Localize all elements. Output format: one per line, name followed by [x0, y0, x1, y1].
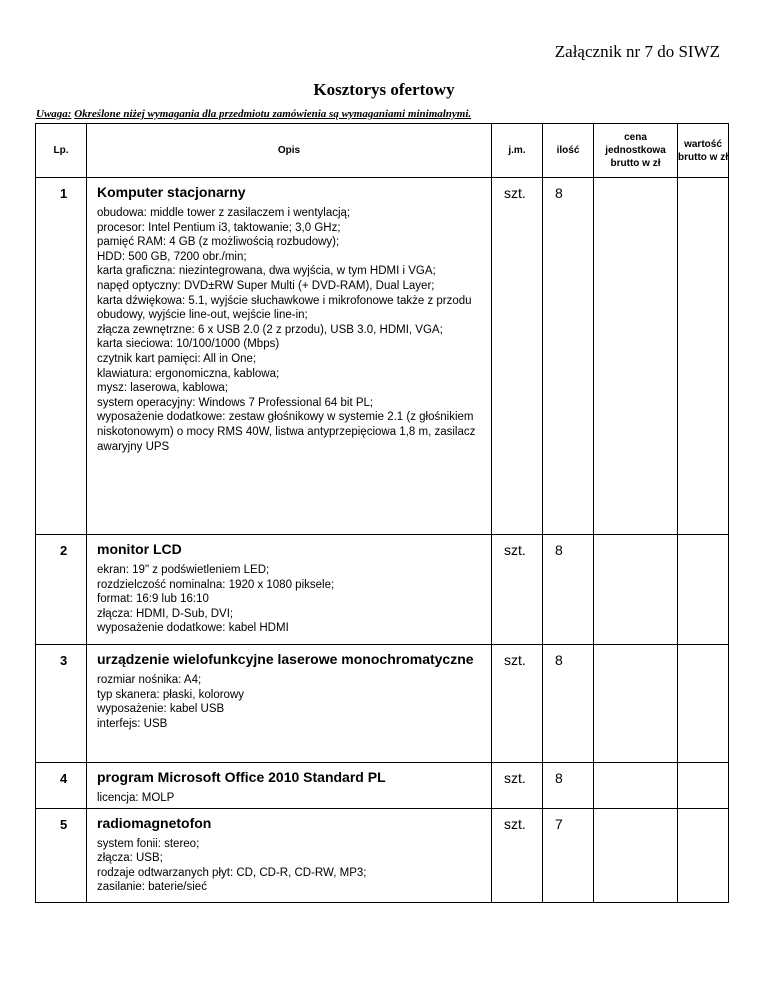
- row-quantity: 8: [543, 763, 594, 809]
- spec-line: złącza: USB;: [97, 852, 163, 865]
- row-number: 4: [36, 763, 87, 809]
- spec-line: wyposażenie dodatkowe: kabel HDMI: [97, 622, 289, 635]
- table-row: [36, 178, 729, 535]
- spec-line: złącza: HDMI, D-Sub, DVI;: [97, 607, 234, 620]
- total-value-cell[interactable]: [678, 645, 729, 763]
- row-description: [87, 178, 492, 535]
- spec-line: procesor: Intel Pentium i3, taktowanie; 3,0 GHz;: [97, 221, 341, 234]
- spec-line: mysz: laserowa, kablowa;: [97, 382, 229, 395]
- item-name: urządzenie wielofunkcyjne laserowe monochromatyczne: [97, 651, 474, 667]
- row-quantity: 8: [543, 178, 594, 535]
- header-opis: Opis: [87, 124, 492, 178]
- spec-line: obudowa: middle tower z zasilaczem i wentylacją;: [97, 207, 351, 219]
- total-value-cell[interactable]: [678, 808, 729, 902]
- unit-price-cell[interactable]: [594, 178, 678, 535]
- note-text: Określone niżej wymagania dla przedmiotu zamówienia są wymaganiami minimalnymi.: [74, 108, 472, 120]
- spec-line: karta sieciowa: 10/100/1000 (Mbps): [97, 338, 280, 351]
- requirements-note: [36, 108, 471, 120]
- row-unit: szt.: [492, 763, 543, 809]
- spec-line: złącza zewnętrzne: 6 x USB 2.0 (2 z przodu), USB 3.0, HDMI, VGA;: [97, 323, 443, 336]
- item-name: monitor LCD: [97, 541, 182, 557]
- row-description: [87, 808, 492, 902]
- table-row: [36, 645, 729, 763]
- item-name: Komputer stacjonarny: [97, 184, 246, 200]
- spec-line: pamięć RAM: 4 GB (z możliwością rozbudowy);: [97, 236, 340, 249]
- spec-line: licencja: MOLP: [97, 792, 175, 804]
- table-row: [36, 763, 729, 809]
- attachment-label: Załącznik nr 7 do SIWZ: [554, 42, 720, 61]
- total-value-cell[interactable]: [678, 535, 729, 645]
- spec-line: typ skanera: płaski, kolorowy: [97, 688, 245, 701]
- item-name: radiomagnetofon: [97, 814, 212, 831]
- table-row: [36, 535, 729, 645]
- document-title: Kosztorys ofertowy: [313, 80, 455, 99]
- header-cena: cena jednostkowa brutto w zł: [594, 124, 678, 178]
- spec-line: wyposażenie dodatkowe: zestaw głośnikowy w systemie 2.1 (z głośnikiem niskotonowym) o mocy RMS 40W, listwa antyprzepięciowa 1,8 m, zasilacz awaryjny UPS: [97, 411, 476, 453]
- spec-line: wyposażenie: kabel USB: [97, 703, 225, 716]
- header-wartosc: wartość brutto w zł: [678, 124, 729, 178]
- total-value-cell[interactable]: [678, 763, 729, 809]
- table-header-row: [36, 124, 729, 178]
- row-number: 1: [36, 178, 87, 535]
- unit-price-cell[interactable]: [594, 645, 678, 763]
- row-description: [87, 535, 492, 645]
- unit-price-cell[interactable]: [594, 535, 678, 645]
- total-value-cell[interactable]: [678, 178, 729, 535]
- spec-line: rozmiar nośnika: A4;: [97, 674, 202, 686]
- row-unit: szt.: [492, 535, 543, 645]
- spec-line: HDD: 500 GB, 7200 obr./min;: [97, 250, 247, 263]
- spec-line: karta dźwiękowa: 5.1, wyjście słuchawkowe i mikrofonowe także z przodu obudowy, wyjście line-out, wejście line-in;: [97, 294, 472, 322]
- row-quantity: 7: [543, 808, 594, 902]
- spec-line: format: 16:9 lub 16:10: [97, 593, 209, 606]
- row-number: 2: [36, 535, 87, 645]
- spec-line: klawiatura: ergonomiczna, kablowa;: [97, 367, 280, 380]
- row-quantity: 8: [543, 535, 594, 645]
- row-quantity: 8: [543, 645, 594, 763]
- row-unit: szt.: [492, 645, 543, 763]
- row-number: 3: [36, 645, 87, 763]
- spec-line: napęd optyczny: DVD±RW Super Multi (+ DVD-RAM), Dual Layer;: [97, 279, 435, 292]
- row-unit: szt.: [492, 178, 543, 535]
- spec-line: zasilanie: baterie/sieć: [97, 881, 207, 894]
- unit-price-cell[interactable]: [594, 763, 678, 809]
- spec-line: karta graficzna: niezintegrowana, dwa wyjścia, w tym HDMI i VGA;: [97, 265, 436, 278]
- row-description: [87, 763, 492, 809]
- spec-line: system operacyjny: Windows 7 Professional 64 bit PL;: [97, 396, 374, 409]
- row-unit: szt.: [492, 808, 543, 902]
- spec-line: interfejs: USB: [97, 717, 168, 730]
- cost-estimate-table: [35, 123, 729, 903]
- spec-line: rozdzielczość nominalna: 1920 x 1080 piksele;: [97, 578, 335, 591]
- header-jm: j.m.: [492, 124, 543, 178]
- header-ilosc: ilość: [543, 124, 594, 178]
- item-name: program Microsoft Office 2010 Standard PL: [97, 769, 386, 785]
- row-description: [87, 645, 492, 763]
- spec-line: czytnik kart pamięci: All in One;: [97, 352, 257, 365]
- spec-line: rodzaje odtwarzanych płyt: CD, CD-R, CD-RW, MP3;: [97, 866, 367, 879]
- unit-price-cell[interactable]: [594, 808, 678, 902]
- row-number: 5: [36, 808, 87, 902]
- header-lp: Lp.: [36, 124, 87, 178]
- spec-line: system fonii: stereo;: [97, 837, 200, 850]
- note-label: Uwaga:: [36, 108, 72, 120]
- spec-line: ekran: 19" z podświetleniem LED;: [97, 564, 270, 576]
- table-row: [36, 808, 729, 902]
